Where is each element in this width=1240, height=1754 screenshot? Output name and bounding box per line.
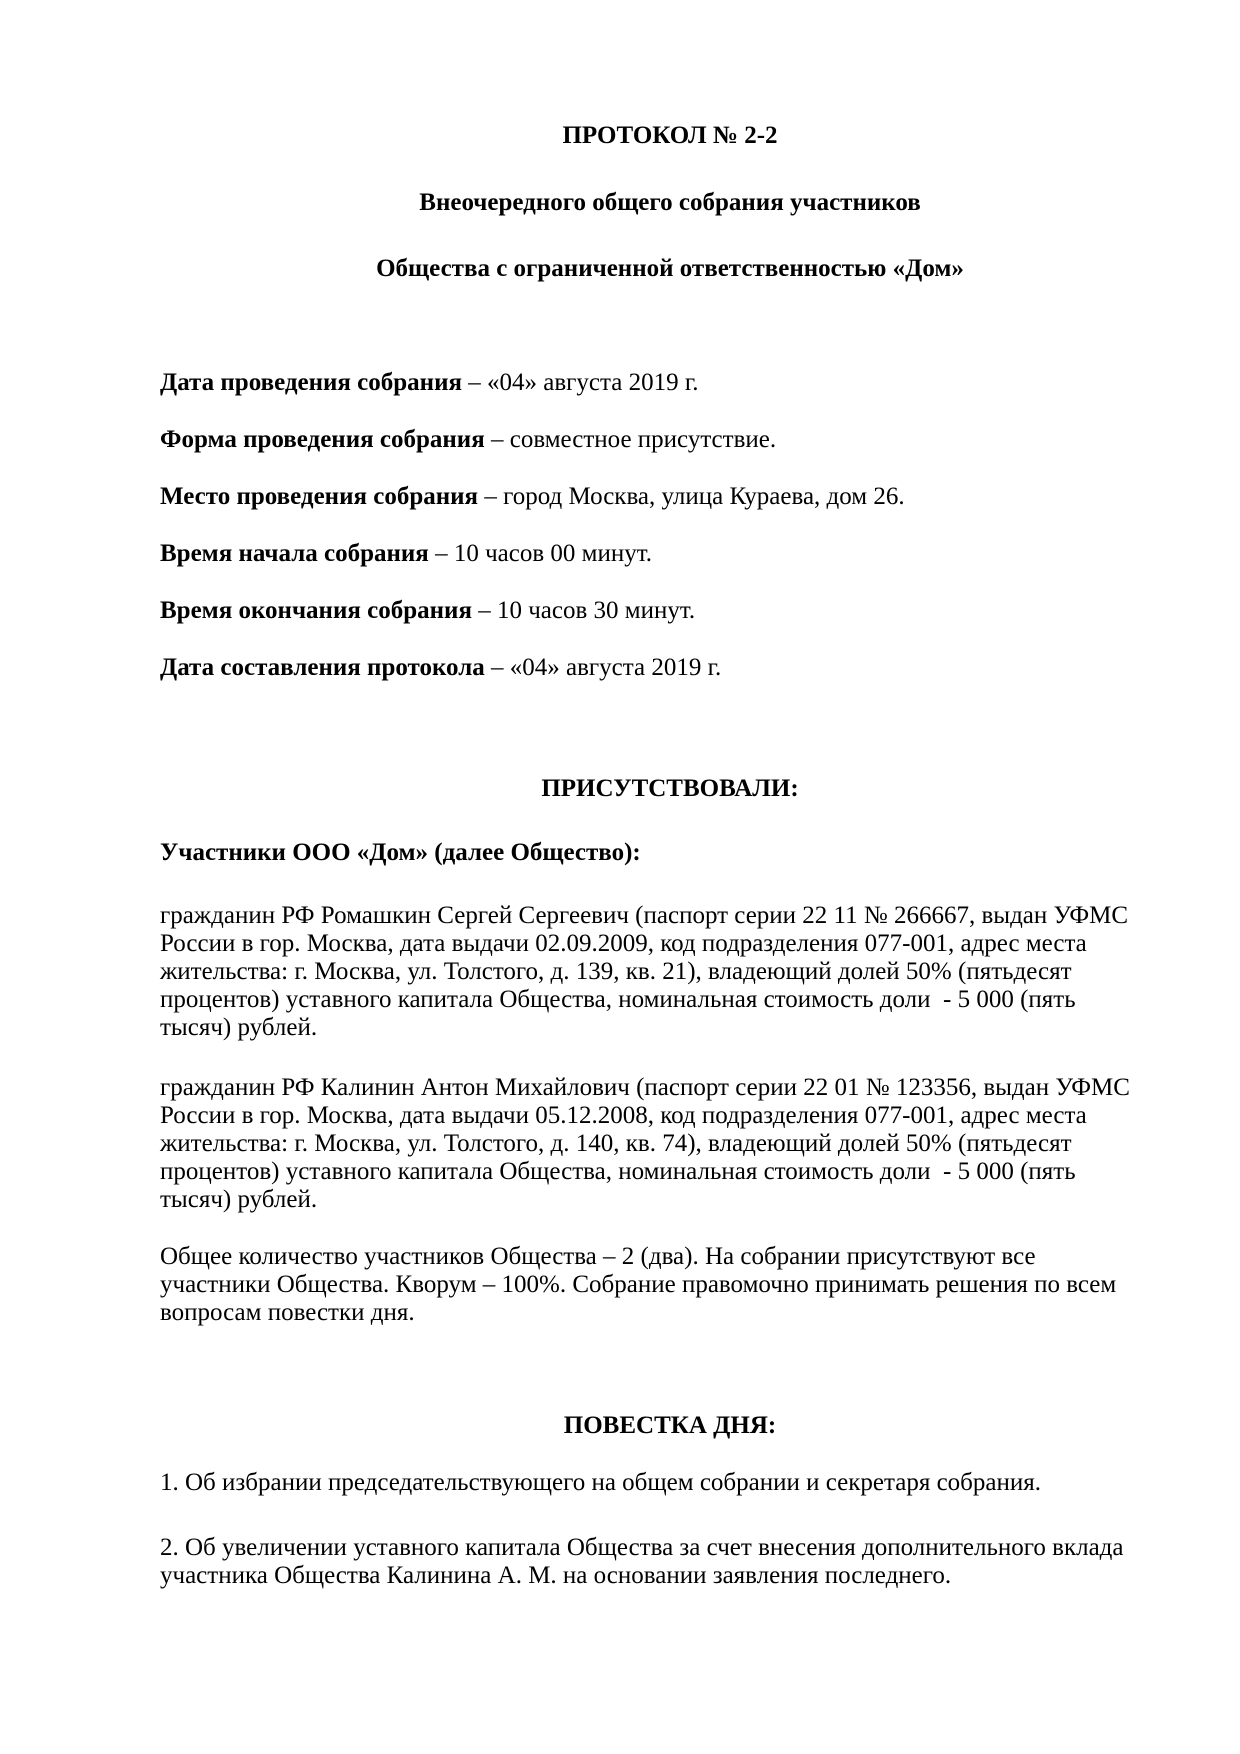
meta-value-meeting-form: – совместное присутствие.: [484, 426, 777, 453]
quorum-paragraph: Общее количество участников Общества – 2 (два). На собрании присутствуют все участники Общества. Кворум – 100%. Собрание правомочно принимать решения по всем вопросам повестки дня.: [160, 1243, 1123, 1326]
meta-label-end-time: Время окончания собрания: [160, 597, 472, 624]
participants-intro: [160, 839, 1140, 867]
participants-intro-label: Участники ООО «Дом» (далее Общество):: [160, 839, 641, 866]
meta-row-end-time: [160, 597, 1140, 625]
meta-value-meeting-place: – город Москва, улица Кураева, дом 26.: [478, 483, 905, 510]
agenda-item-1: 1. Об избрании председательствующего на общем собрании и секретаря собрания.: [160, 1469, 1041, 1496]
participant-paragraph-kalinin: гражданин РФ Калинин Антон Михайлович (паспорт серии 22 01 № 123356, выдан УФМС России в гор. Москва, дата выдачи 05.12.2008, код подразделения 077-001, адрес места жительства: г. Москва, ул. Толстого, д. 140, кв. 74), владеющий долей 50% (пятьдесят процентов) уставного капитала Общества, номинальная стоимость доли - 5 000 (пять тысяч) рублей.: [160, 1074, 1137, 1213]
meta-value-start-time: – 10 часов 00 минут.: [428, 540, 653, 567]
meta-row-meeting-date: [160, 369, 1140, 397]
participant-paragraph-romashkin: гражданин РФ Ромашкин Сергей Сергеевич (паспорт серии 22 11 № 266667, выдан УФМС России в гор. Москва, дата выдачи 02.09.2009, код подразделения 077-001, адрес места жительства: г. Москва, ул. Толстого, д. 139, кв. 21), владеющий долей 50% (пятьдесят процентов) уставного капитала Общества, номинальная стоимость доли - 5 000 (пять тысяч) рублей.: [160, 902, 1135, 1041]
meta-label-protocol-date: Дата составления протокола: [160, 654, 485, 681]
meta-value-protocol-date: – «04» августа 2019 г.: [484, 654, 722, 681]
meta-label-start-time: Время начала собрания: [160, 540, 429, 567]
meta-value-end-time: – 10 часов 30 минут.: [471, 597, 696, 624]
document-title-line-1: ПРОТОКОЛ № 2-2: [562, 122, 778, 149]
meta-value-meeting-date: – «04» августа 2019 г.: [462, 369, 699, 396]
agenda-item-2: 2. Об увеличении уставного капитала Общества за счет внесения дополнительного вклада участника Общества Калинина А. М. на основании заявления последнего.: [160, 1534, 1130, 1589]
meta-row-meeting-place: [160, 483, 1140, 511]
meta-label-meeting-form: Форма проведения собрания: [160, 426, 485, 453]
meta-row-start-time: [160, 540, 1140, 568]
agenda-heading: ПОВЕСТКА ДНЯ:: [563, 1412, 777, 1439]
document-title-line-3: Общества с ограниченной ответственностью «Дом»: [376, 255, 964, 282]
meta-row-protocol-date: [160, 654, 1140, 682]
document-title-line-2: Внеочередного общего собрания участников: [419, 189, 921, 216]
meta-row-meeting-form: [160, 426, 1140, 454]
attendees-heading: ПРИСУТСТВОВАЛИ:: [541, 775, 799, 802]
meta-label-meeting-date: Дата проведения собрания: [160, 369, 463, 396]
meta-label-meeting-place: Место проведения собрания: [160, 483, 479, 510]
